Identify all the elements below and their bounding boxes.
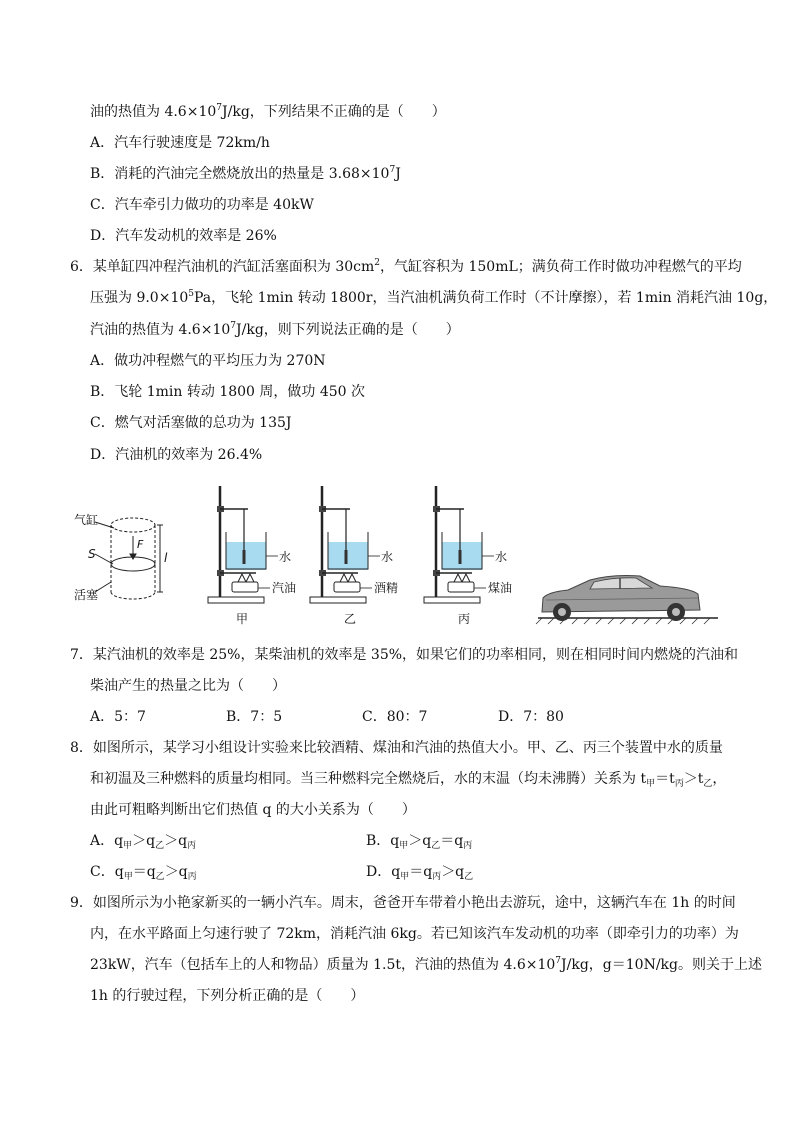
q8-options-row1 [90, 831, 642, 851]
fuel-label-yi: 酒精 [374, 581, 399, 595]
cylinder-label: 气缸 [74, 513, 99, 527]
water-label-jia: 水 [279, 550, 292, 564]
area-label: S [88, 547, 96, 561]
q6-stem-line1: 6．某单缸四冲程汽油机的汽缸活塞面积为 $30cm^2$，气缸容积为 150mL；满负荷工作时做功冲程燃气的平均 [70, 258, 742, 275]
q9-stem-line4: 1h 的行驶过程，下列分析正确的是（ ） [90, 988, 365, 1004]
q5-option-d: D．汽车发动机的效率是 26% [90, 228, 277, 244]
q8-option-d: D．$q_甲=q_丙>q_乙$ [366, 864, 474, 882]
q7-option-d: D．7：80 [498, 709, 564, 725]
q6-option-a: A．做功冲程燃气的平均压力为 270N [90, 353, 326, 369]
q8-options-row2 [90, 862, 642, 882]
q7-option-a: A．5：7 [90, 709, 146, 725]
q8-option-a: A．$q_甲>q_乙>q_丙$ [90, 833, 197, 851]
apparatus-bing [424, 486, 494, 603]
q7-stem-line2: 柴油产生的热量之比为（ ） [90, 678, 286, 694]
fuel-label-bing: 煤油 [488, 581, 513, 595]
car-image [536, 576, 718, 625]
q5-option-a: A．汽车行驶速度是 72km/h [90, 135, 270, 151]
q7-option-c: C．80：7 [362, 709, 428, 725]
q6-option-c: C．燃气对活塞做的总功为 135J [90, 415, 292, 431]
force-label: F [137, 538, 144, 551]
q7-option-b: B．7：5 [226, 709, 283, 725]
apparatus-jia [208, 486, 278, 603]
q6-stem-line3: 汽油的热值为 $4.6\times 10^7J/kg$，则下列说法正确的是（ ） [90, 321, 460, 338]
q8-stem-line2: 和初温及三种燃料的质量均相同。当三种燃料完全燃烧后，水的末温（均未沸腾）关系为 $t_甲=t_丙>t_乙$， [90, 771, 727, 789]
q9-stem-line1: 9．如图所示为小艳家新买的一辆小汽车。周末，爸爸开车带着小艳出去游玩，途中，这辆汽车在 1h 的时间 [70, 895, 736, 911]
q8-stem-line3: 由此可粗略判断出它们热值 q 的大小关系为（ ） [90, 802, 416, 818]
cylinder-figure [95, 518, 163, 599]
q5-option-c: C．汽车牵引力做功的功率是 40kW [90, 197, 314, 213]
q7-stem-line1: 7．某汽油机的效率是 25%，某柴油机的效率是 35%，如果它们的功率相同，则在相同时间内燃烧的汽油和 [70, 647, 739, 663]
water-label-yi: 水 [381, 550, 394, 564]
q5-stem: 油的热值为 $4.6\times 10^7J/kg$，下列结果不正确的是（ ） [90, 103, 446, 120]
q7-options [90, 707, 634, 727]
q6-option-d: D．汽油机的效率为 26.4% [90, 447, 263, 463]
q8-option-b: B．$q_甲>q_乙=q_丙$ [366, 833, 473, 851]
q9-stem-line2: 内，在水平路面上匀速行驶了 72km，消耗汽油 6kg。若已知该汽车发动机的功率（即牵引力的功率）为 [90, 926, 739, 942]
caption-yi: 乙 [344, 612, 357, 626]
q9-stem-line3: 23kW，汽车（包括车上的人和物品）质量为 1.5t，汽油的热值为 $4.6\times 10^7J/kg$，g＝10N/kg。则关于上述 [90, 956, 762, 973]
water-label-bing: 水 [495, 550, 508, 564]
q5-option-b: B．消耗的汽油完全燃烧放出的热量是 $3.68\times 10^7J$ [90, 165, 401, 182]
piston-label: 活塞 [74, 588, 99, 602]
q8-stem-line1: 8．如图所示，某学习小组设计实验来比较酒精、煤油和汽油的热值大小。甲、乙、丙三个装置中水的质量 [70, 740, 723, 756]
length-label: l [164, 551, 168, 565]
q8-option-c: C．$q_甲=q_乙>q_丙$ [90, 864, 197, 882]
fuel-label-jia: 汽油 [272, 581, 297, 595]
caption-bing: 丙 [458, 612, 471, 626]
figures [0, 478, 794, 638]
caption-jia: 甲 [236, 612, 249, 626]
q6-stem-line2: 压强为 $9.0\times 10^5Pa$，飞轮 1min 转动 1800r，当汽油机满负荷工作时（不计摩擦），若 1min 消耗汽油 10g， [90, 289, 778, 306]
apparatus-yi [310, 486, 380, 603]
q6-option-b: B．飞轮 1min 转动 1800 周，做功 450 次 [90, 384, 366, 400]
